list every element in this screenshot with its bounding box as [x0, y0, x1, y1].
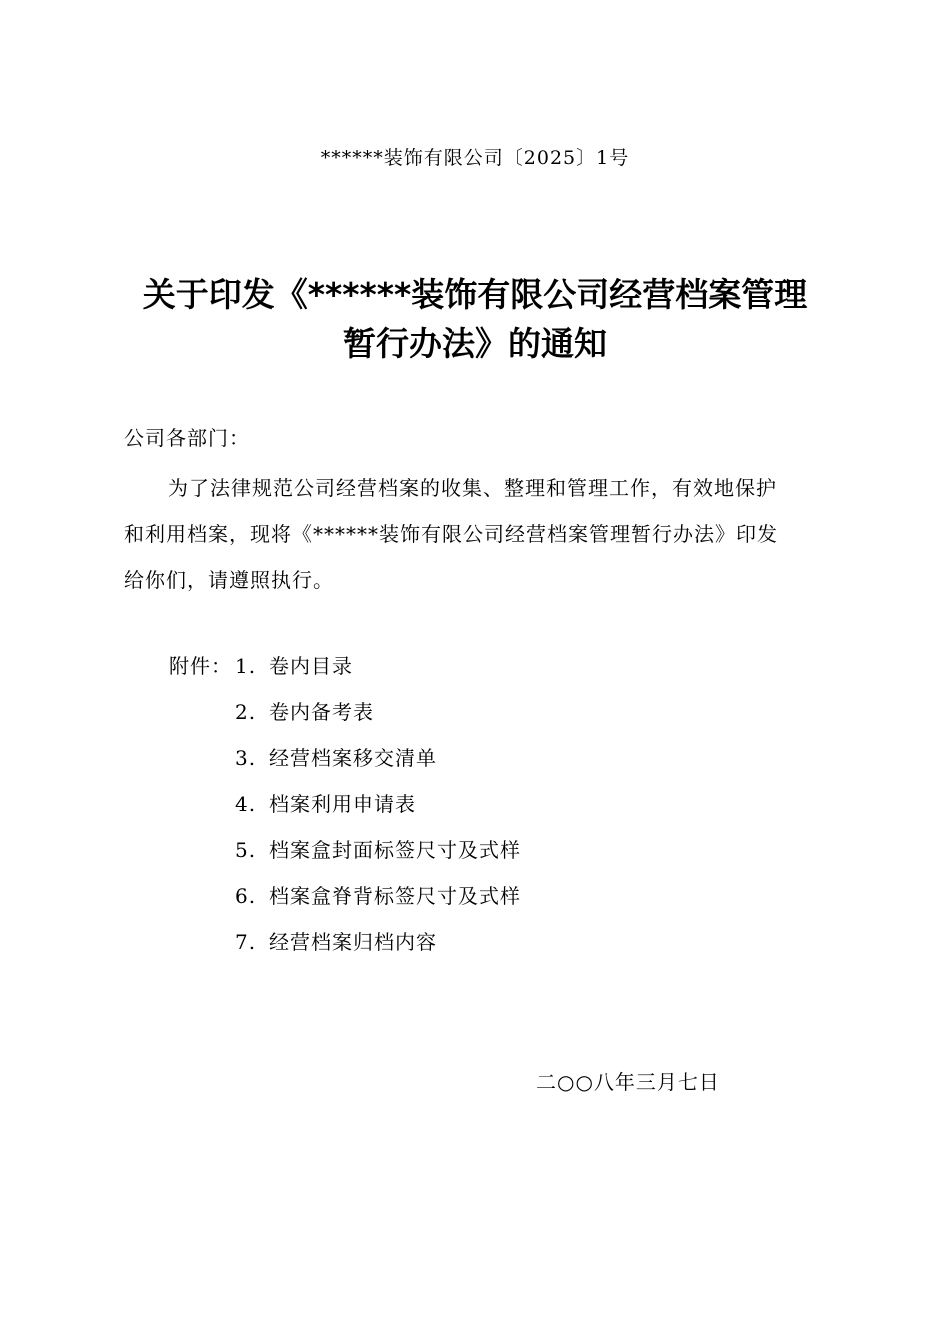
attachment-number: 3.	[235, 746, 257, 770]
attachment-number: 5.	[235, 838, 257, 862]
body-line-3: 给你们，请遵照执行。	[124, 568, 334, 592]
attachment-number: 2.	[235, 700, 257, 724]
attachment-text: 经营档案归档内容	[269, 930, 437, 954]
attachment-text: 档案盒封面标签尺寸及式样	[269, 838, 521, 862]
title-line-1: 关于印发《******装饰有限公司经营档案管理	[142, 275, 808, 314]
attachment-number: 7.	[235, 930, 257, 954]
body-line-2: 和利用档案，现将《******装饰有限公司经营档案管理暂行办法》印发	[124, 522, 778, 546]
document-title	[0, 270, 950, 368]
attachment-text: 档案盒脊背标签尺寸及式样	[269, 884, 521, 908]
attachment-number: 4.	[235, 792, 257, 816]
attachment-text: 档案利用申请表	[269, 792, 416, 816]
attachment-text: 卷内备考表	[269, 700, 374, 724]
issue-date: 二○○八年三月七日	[536, 1070, 720, 1094]
attachment-text: 经营档案移交清单	[269, 746, 437, 770]
document-number: ******装饰有限公司〔2025〕1号	[320, 147, 630, 169]
body-line-1: 为了法律规范公司经营档案的收集、整理和管理工作，有效地保护	[168, 476, 777, 500]
attachment-number: 6.	[235, 884, 257, 908]
salutation: 公司各部门：	[124, 426, 250, 450]
attachment-label: 附件：	[169, 654, 232, 678]
attachment-number: 1.	[235, 654, 257, 678]
attachment-text: 卷内目录	[269, 654, 353, 678]
body-paragraph	[124, 465, 816, 603]
title-line-2: 暂行办法》的通知	[343, 324, 607, 363]
